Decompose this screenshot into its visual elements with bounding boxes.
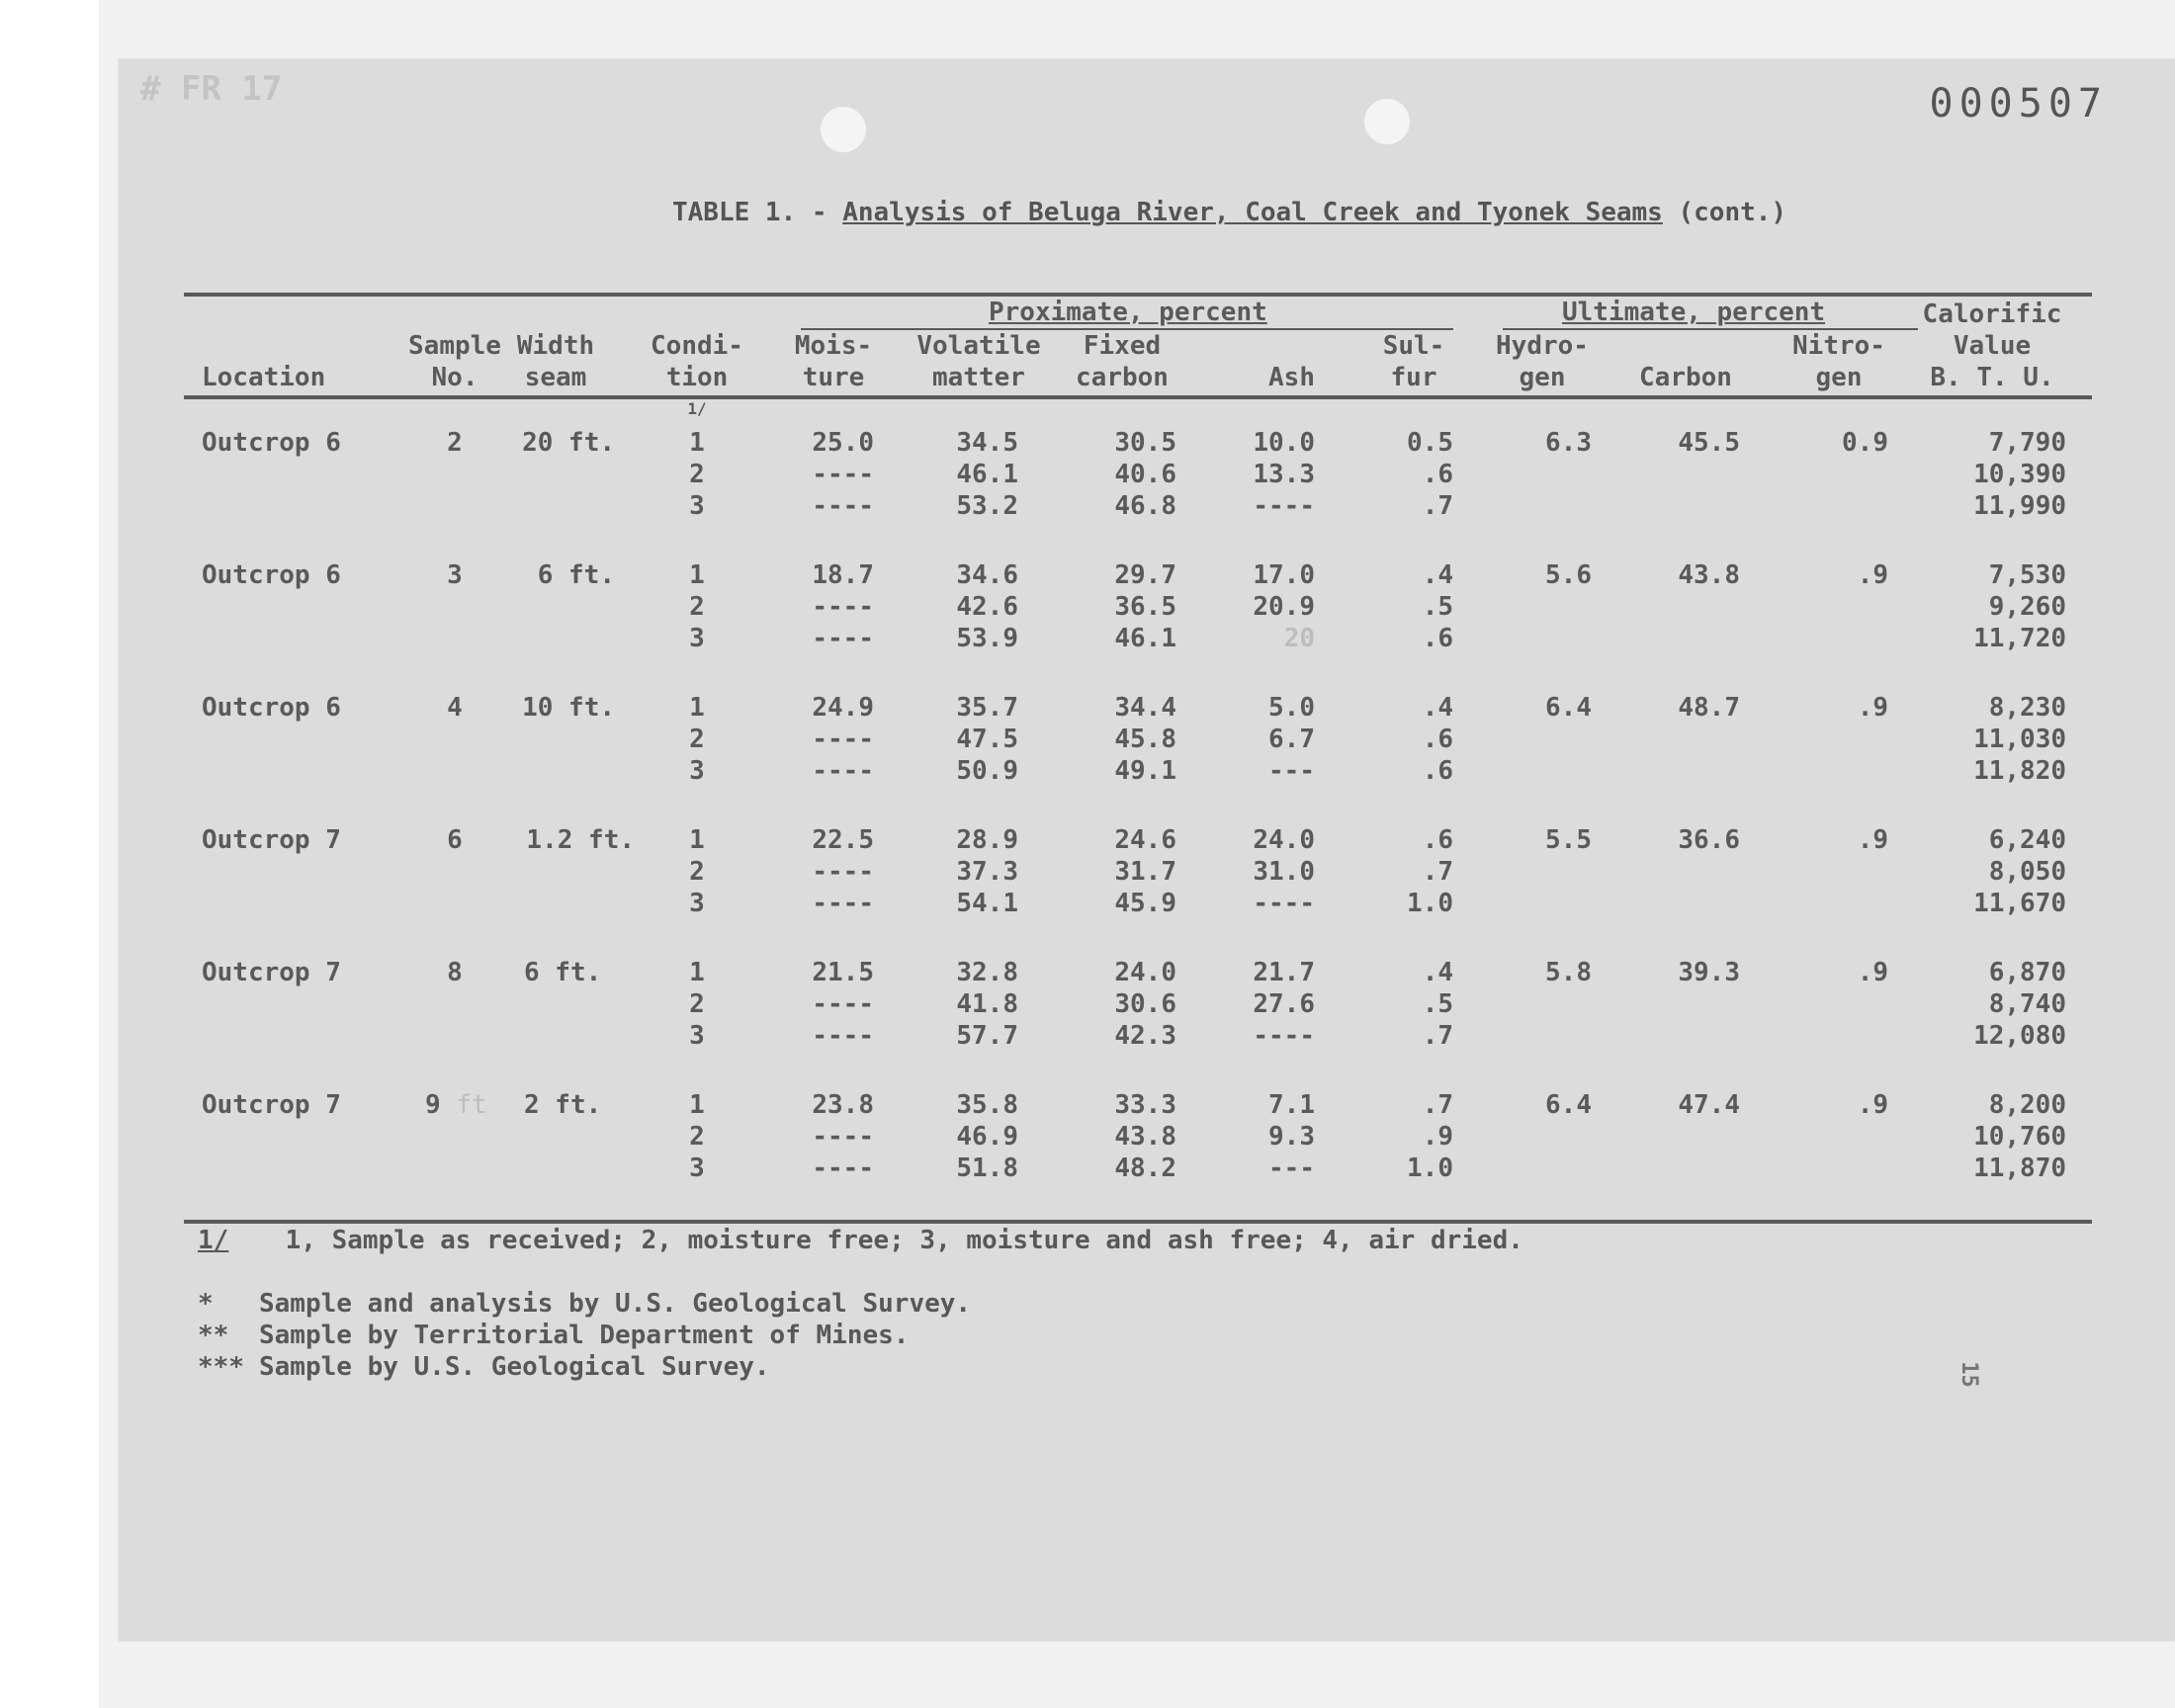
header-sulfur: Sul- fur bbox=[1382, 331, 1445, 392]
cell-nitrogen: 0.9 bbox=[1842, 428, 1888, 458]
cell-fixed-carbon: 34.4 45.8 49.1 bbox=[1114, 693, 1176, 786]
cell-sulfur: .7 .9 1.0 bbox=[1407, 1090, 1453, 1183]
footnote-star-3: *** Sample by U.S. Geological Survey. bbox=[198, 1352, 770, 1382]
cell-moisture: 23.8 ---- ---- bbox=[812, 1090, 874, 1183]
cell-moisture: 21.5 ---- ---- bbox=[812, 958, 874, 1051]
cell-moisture: 18.7 ---- ---- bbox=[812, 560, 874, 653]
header-calorific: Calorific Value B. T. U. bbox=[1922, 299, 2062, 392]
header-volatile: Volatile matter bbox=[916, 331, 1041, 392]
cell-moisture: 22.5 ---- ---- bbox=[812, 825, 874, 918]
condition-footnote-text: 1, Sample as received; 2, moisture free; 3, moisture and ash free; 4, air dried. bbox=[285, 1226, 1523, 1255]
cell-nitrogen: .9 bbox=[1857, 560, 1888, 590]
cell-width: 10 ft. bbox=[522, 693, 615, 723]
cell-condition: 1 2 3 bbox=[689, 428, 705, 521]
cell-condition: 1 2 3 bbox=[689, 693, 705, 786]
header-fixed-carbon: Fixed carbon bbox=[1076, 331, 1169, 392]
footnote-star-2: ** Sample by Territorial Department of Mines. bbox=[198, 1321, 910, 1350]
header-width: Width seam bbox=[516, 331, 595, 392]
cell-width: 2 ft. bbox=[524, 1090, 602, 1120]
condition-footnote-mark: 1/ bbox=[198, 1226, 229, 1255]
cell-volatile: 34.5 46.1 53.2 bbox=[956, 428, 1018, 521]
cell-calorific: 6,870 8,740 12,080 bbox=[1973, 958, 2066, 1051]
cell-calorific: 6,240 8,050 11,670 bbox=[1973, 825, 2066, 918]
cell-ash: 7.1 9.3 --- bbox=[1268, 1090, 1315, 1183]
cell-volatile: 35.7 47.5 50.9 bbox=[956, 693, 1018, 786]
cell-fixed-carbon: 33.3 43.8 48.2 bbox=[1114, 1090, 1176, 1183]
cell-ash: 24.0 31.0 ---- bbox=[1253, 825, 1315, 918]
cell-sulfur: .4 .5 .7 bbox=[1422, 958, 1453, 1051]
cell-ash: 5.0 6.7 --- bbox=[1268, 693, 1315, 786]
cell-width: 6 ft. bbox=[537, 560, 615, 590]
cell-hydrogen: 6.3 bbox=[1545, 428, 1592, 458]
cell-carbon: 48.7 bbox=[1678, 693, 1740, 723]
header-hydrogen: Hydro- gen bbox=[1496, 331, 1589, 392]
condition-footnote-ref: 1/ bbox=[687, 399, 707, 418]
cell-sample: 8 bbox=[447, 958, 463, 987]
header-bottom-rule bbox=[184, 395, 2092, 399]
cell-volatile: 34.6 42.6 53.9 bbox=[956, 560, 1018, 653]
ultimate-group-header: Ultimate, percent bbox=[1562, 298, 1826, 327]
cell-sample: 2 bbox=[447, 428, 463, 458]
cell-carbon: 45.5 bbox=[1678, 428, 1740, 458]
header-carbon: Carbon bbox=[1639, 363, 1732, 392]
cell-calorific: 7,530 9,260 11,720 bbox=[1973, 560, 2066, 653]
cell-fixed-carbon: 29.7 36.5 46.1 bbox=[1114, 560, 1176, 653]
cell-location: Outcrop 7 bbox=[202, 958, 341, 987]
table-bottom-rule bbox=[184, 1220, 2092, 1224]
table-title-prefix: TABLE 1. - bbox=[672, 198, 827, 227]
cell-condition: 1 2 3 bbox=[689, 958, 705, 1051]
cell-volatile: 35.8 46.9 51.8 bbox=[956, 1090, 1018, 1183]
scan-margin bbox=[0, 0, 99, 1708]
cell-sulfur: .6 .7 1.0 bbox=[1407, 825, 1453, 918]
cell-carbon: 47.4 bbox=[1678, 1090, 1740, 1120]
table-title-suffix: (cont.) bbox=[1678, 198, 1787, 227]
cell-sample-note: ft bbox=[456, 1090, 487, 1120]
cell-moisture: 25.0 ---- ---- bbox=[812, 428, 874, 521]
cell-hydrogen: 5.6 bbox=[1545, 560, 1592, 590]
cell-moisture: 24.9 ---- ---- bbox=[812, 693, 874, 786]
cell-sulfur: 0.5 .6 .7 bbox=[1407, 428, 1453, 521]
cell-nitrogen: .9 bbox=[1857, 1090, 1888, 1120]
cell-hydrogen: 6.4 bbox=[1545, 1090, 1592, 1120]
cell-carbon: 43.8 bbox=[1678, 560, 1740, 590]
cell-hydrogen: 5.8 bbox=[1545, 958, 1592, 987]
cell-sample: 9 ft bbox=[425, 1090, 487, 1120]
cell-location: Outcrop 7 bbox=[202, 1090, 341, 1120]
cell-nitrogen: .9 bbox=[1857, 958, 1888, 987]
header-ash: Ash bbox=[1268, 363, 1315, 392]
cell-condition: 1 2 3 bbox=[689, 1090, 705, 1183]
cell-location: Outcrop 6 bbox=[202, 693, 341, 723]
cell-location: Outcrop 6 bbox=[202, 428, 341, 458]
cell-width: 6 ft. bbox=[524, 958, 602, 987]
cell-ash: 21.7 27.6 ---- bbox=[1253, 958, 1315, 1051]
header-location: Location bbox=[202, 363, 326, 392]
footnote-star-1: * Sample and analysis by U.S. Geological Survey. bbox=[198, 1289, 972, 1319]
cell-fixed-carbon: 30.5 40.6 46.8 bbox=[1114, 428, 1176, 521]
cell-sample: 4 bbox=[447, 693, 463, 723]
margin-mark: # FR 17 bbox=[140, 69, 283, 109]
cell-calorific: 7,790 10,390 11,990 bbox=[1973, 428, 2066, 521]
cell-sulfur: .4 .6 .6 bbox=[1422, 693, 1453, 786]
table-title-main: Analysis of Beluga River, Coal Creek and Tyonek Seams bbox=[842, 198, 1663, 227]
cell-carbon: 36.6 bbox=[1678, 825, 1740, 855]
cell-fixed-carbon: 24.6 31.7 45.9 bbox=[1114, 825, 1176, 918]
cell-volatile: 28.9 37.3 54.1 bbox=[956, 825, 1018, 918]
cell-ash: 17.0 20.9 20 bbox=[1253, 560, 1315, 653]
cell-condition: 1 2 3 bbox=[689, 560, 705, 653]
document-page bbox=[119, 59, 2175, 1641]
cell-sulfur: .4 .5 .6 bbox=[1422, 560, 1453, 653]
header-nitrogen: Nitro- gen bbox=[1792, 331, 1885, 392]
cell-width: 1.2 ft. bbox=[526, 825, 635, 855]
punch-hole bbox=[821, 107, 866, 152]
header-moisture: Mois- ture bbox=[794, 331, 873, 392]
cell-width: 20 ft. bbox=[522, 428, 615, 458]
cell-sample: 6 bbox=[447, 825, 463, 855]
cell-volatile: 32.8 41.8 57.7 bbox=[956, 958, 1018, 1051]
cell-calorific: 8,230 11,030 11,820 bbox=[1973, 693, 2066, 786]
punch-hole bbox=[1364, 99, 1410, 144]
cell-calorific: 8,200 10,760 11,870 bbox=[1973, 1090, 2066, 1183]
cell-hydrogen: 6.4 bbox=[1545, 693, 1592, 723]
cell-nitrogen: .9 bbox=[1857, 825, 1888, 855]
cell-carbon: 39.3 bbox=[1678, 958, 1740, 987]
cell-condition: 1 2 3 bbox=[689, 825, 705, 918]
proximate-group-header: Proximate, percent bbox=[989, 298, 1267, 327]
cell-nitrogen: .9 bbox=[1857, 693, 1888, 723]
header-sample: Sample No. bbox=[408, 331, 501, 392]
cell-location: Outcrop 6 bbox=[202, 560, 341, 590]
table-title bbox=[672, 198, 1786, 227]
side-page-mark: 15 bbox=[1956, 1361, 1981, 1388]
page-number: 000507 bbox=[1929, 81, 2108, 127]
cell-ash: 10.0 13.3 ---- bbox=[1253, 428, 1315, 521]
cell-hydrogen: 5.5 bbox=[1545, 825, 1592, 855]
cell-fixed-carbon: 24.0 30.6 42.3 bbox=[1114, 958, 1176, 1051]
cell-location: Outcrop 7 bbox=[202, 825, 341, 855]
cell-sample: 3 bbox=[447, 560, 463, 590]
header-condition: Condi- tion $^{1/}$ bbox=[651, 331, 743, 418]
condition-footnote bbox=[198, 1226, 1523, 1255]
